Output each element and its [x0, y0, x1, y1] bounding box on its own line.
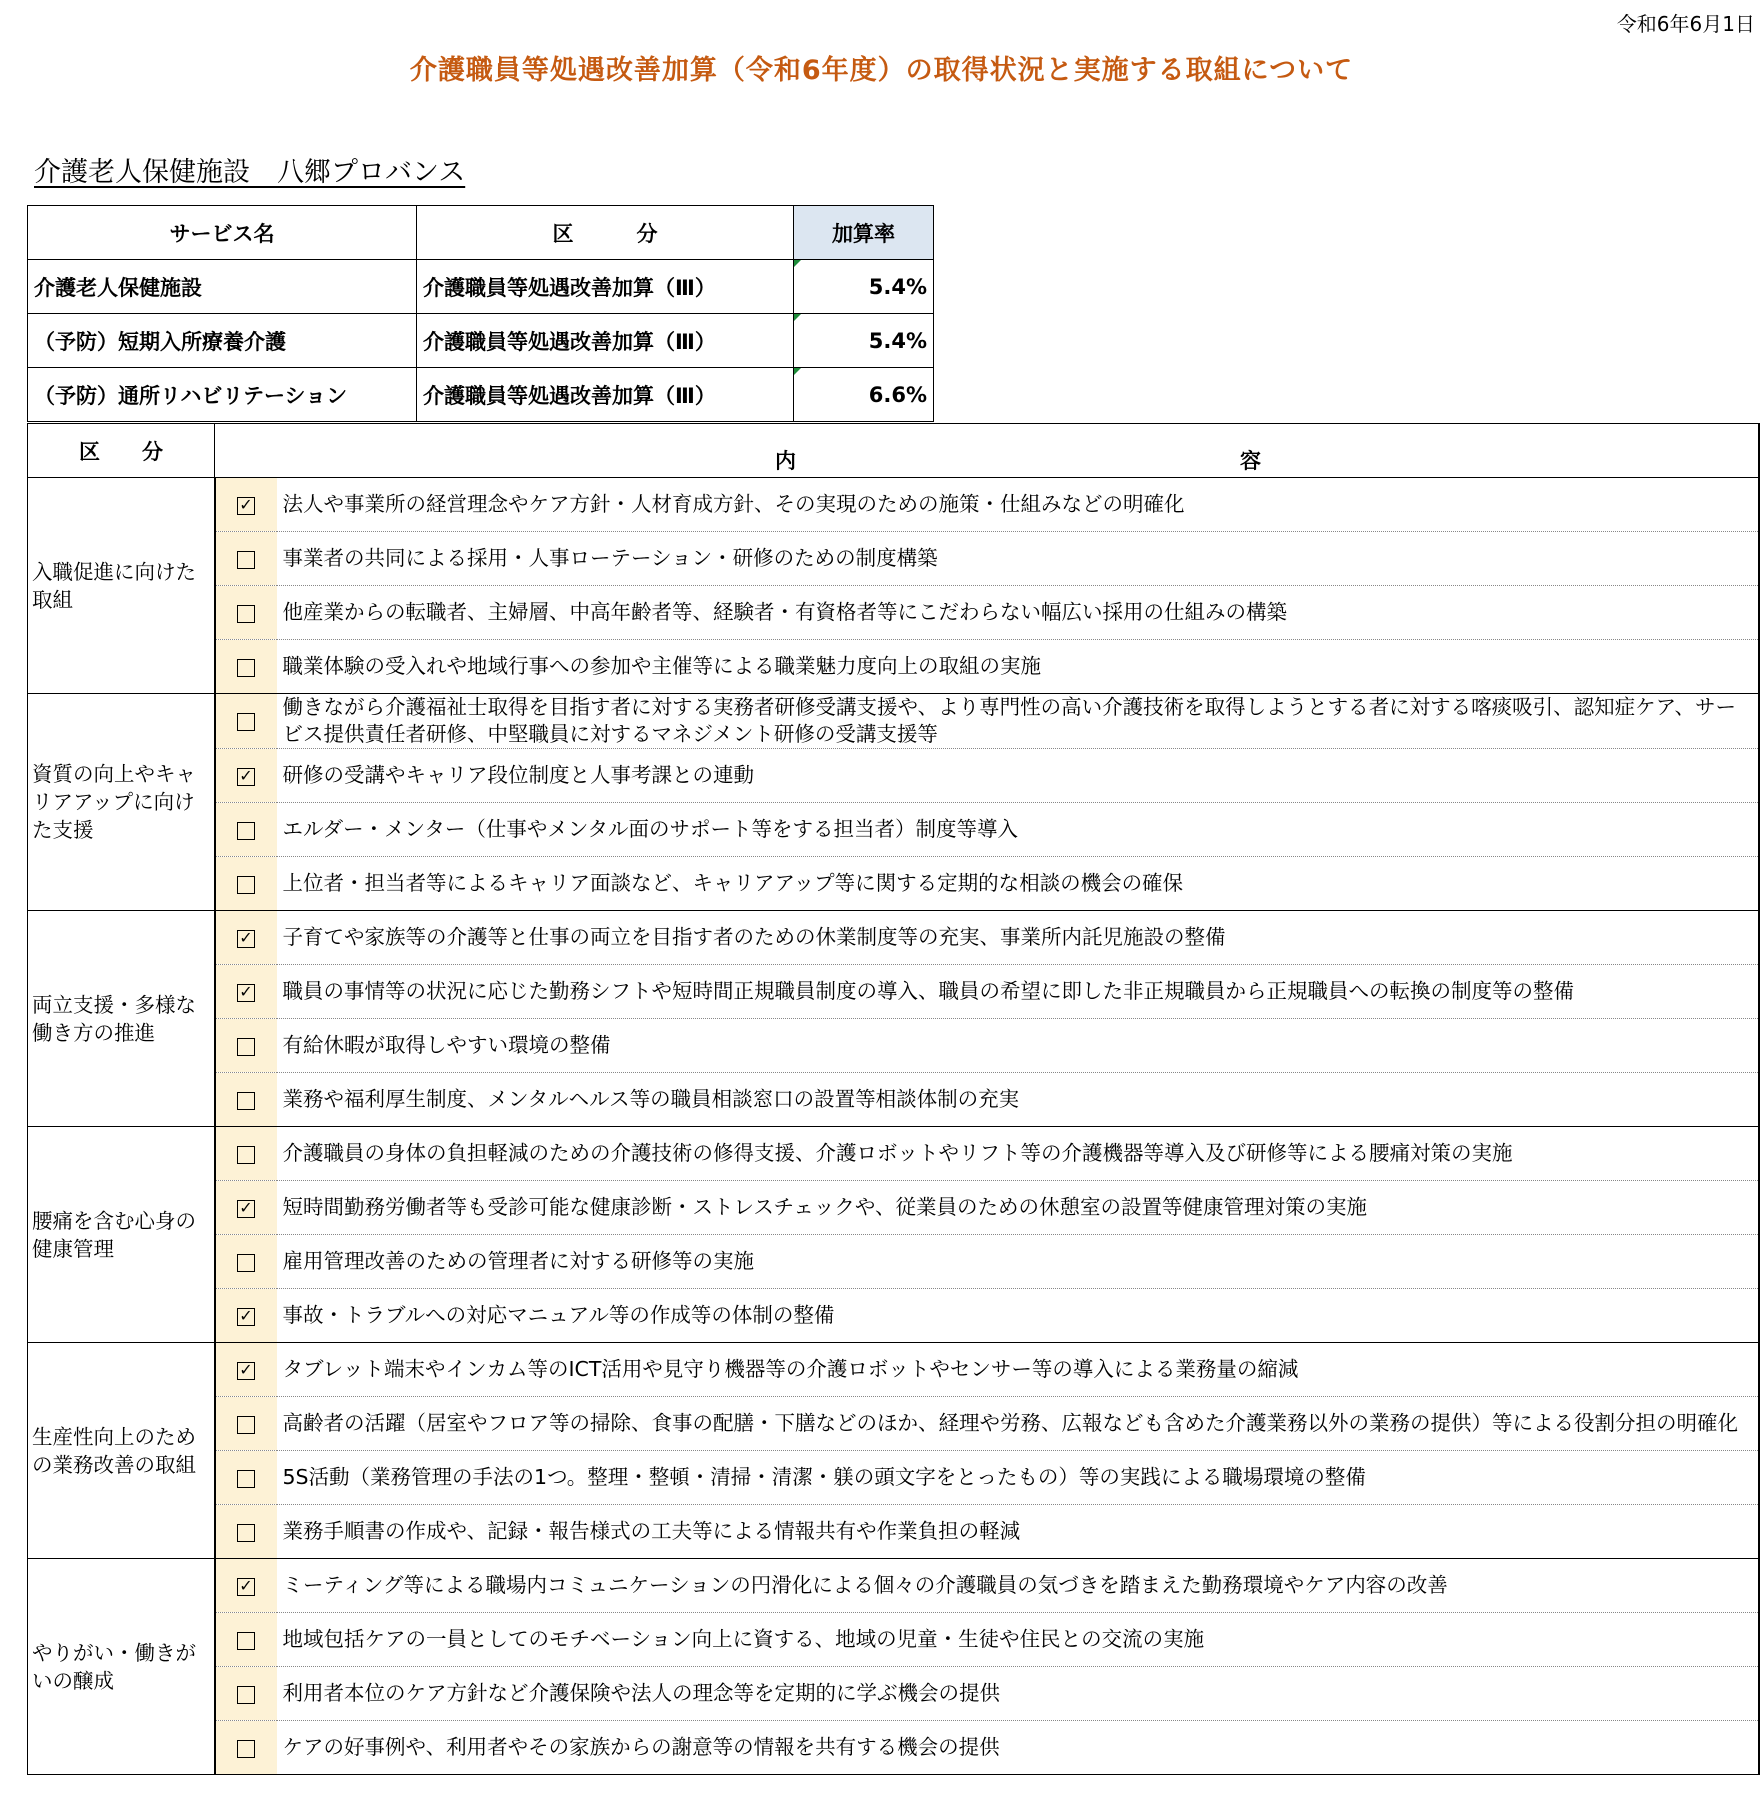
initiative-row: [28, 857, 1759, 911]
initiative-text: 有給休暇が取得しやすい環境の整備: [277, 1019, 1759, 1073]
header-content-a: 内: [775, 448, 796, 473]
initiative-text: 子育てや家族等の介護等と仕事の両立を目指す者のための休業制度等の充実、事業所内託児施設の整備: [277, 911, 1759, 965]
checkbox-cell: [215, 586, 277, 640]
initiative-row: [28, 1397, 1759, 1451]
initiative-text: 事業者の共同による採用・人事ローテーション・研修のための制度構築: [277, 532, 1759, 586]
header-content: [215, 424, 1759, 478]
initiative-row: [28, 1451, 1759, 1505]
initiative-row: [28, 1613, 1759, 1667]
rate-table-header: [28, 206, 934, 260]
unchecked-checkbox[interactable]: [237, 1470, 255, 1488]
initiatives-table: [27, 423, 1760, 1775]
header-service: サービス名: [28, 206, 417, 260]
unchecked-checkbox[interactable]: [237, 1254, 255, 1272]
checkbox-cell: [215, 1289, 277, 1343]
unchecked-checkbox[interactable]: [237, 1524, 255, 1542]
initiative-text: 上位者・担当者等によるキャリア面談など、キャリアアップ等に関する定期的な相談の機会の確保: [277, 857, 1759, 911]
initiative-row: [28, 1127, 1759, 1181]
checkbox-cell: [215, 1667, 277, 1721]
initiative-text: 職員の事情等の状況に応じた勤務シフトや短時間正規職員制度の導入、職員の希望に即した非正規職員から正規職員への転換の制度等の整備: [277, 965, 1759, 1019]
initiative-text: 働きながら介護福祉士取得を目指す者に対する実務者研修受講支援や、より専門性の高い介護技術を取得しようとする者に対する喀痰吸引、認知症ケア、サービス提供責任者研修、中堅職員に対するマネジメント研修の受講支援等: [277, 694, 1759, 749]
initiative-row: [28, 911, 1759, 965]
initiative-row: [28, 694, 1759, 749]
unchecked-checkbox[interactable]: [237, 605, 255, 623]
checkbox-cell: [215, 857, 277, 911]
checkbox-cell: [215, 1235, 277, 1289]
initiative-text: 法人や事業所の経営理念やケア方針・人材育成方針、その実現のための施策・仕組みなどの明確化: [277, 478, 1759, 532]
initiative-row: [28, 749, 1759, 803]
initiative-text: ケアの好事例や、利用者やその家族からの謝意等の情報を共有する機会の提供: [277, 1721, 1759, 1775]
checkbox-cell: [215, 1343, 277, 1397]
rate-row-service: 介護老人保健施設: [28, 260, 417, 314]
initiative-row: [28, 1289, 1759, 1343]
document-title: 介護職員等処遇改善加算（令和6年度）の取得状況と実施する取組について: [409, 55, 1354, 86]
initiative-row: [28, 586, 1759, 640]
section-category: 腰痛を含む心身の健康管理: [28, 1127, 215, 1343]
checkbox-cell: [215, 1019, 277, 1073]
initiative-text: 高齢者の活躍（居室やフロア等の掃除、食事の配膳・下膳などのほか、経理や労務、広報なども含めた介護業務以外の業務の提供）等による役割分担の明確化: [277, 1397, 1759, 1451]
checkbox-cell: [215, 911, 277, 965]
initiative-row: [28, 1343, 1759, 1397]
unchecked-checkbox[interactable]: [237, 1686, 255, 1704]
rate-row-category: 介護職員等処遇改善加算（Ⅲ）: [417, 260, 794, 314]
initiative-text: 介護職員の身体の負担軽減のための介護技術の修得支援、介護ロボットやリフト等の介護機器等導入及び研修等による腰痛対策の実施: [277, 1127, 1759, 1181]
rate-row-category: 介護職員等処遇改善加算（Ⅲ）: [417, 368, 794, 422]
initiative-row: [28, 1073, 1759, 1127]
initiative-row: [28, 1019, 1759, 1073]
initiative-row: [28, 803, 1759, 857]
initiative-row: [28, 1721, 1759, 1775]
checkbox-cell: [215, 1721, 277, 1775]
initiative-row: [28, 1559, 1759, 1613]
checkbox-cell: [215, 1181, 277, 1235]
initiative-text: 他産業からの転職者、主婦層、中高年齢者等、経験者・有資格者等にこだわらない幅広い採用の仕組みの構築: [277, 586, 1759, 640]
header-content-b: 容: [1240, 448, 1261, 473]
facility-name: 介護老人保健施設 八郷プロバンス: [34, 157, 466, 188]
section-category: やりがい・働きがいの醸成: [28, 1559, 215, 1775]
rate-row: [28, 368, 934, 422]
checkbox-cell: [215, 749, 277, 803]
unchecked-checkbox[interactable]: [237, 659, 255, 677]
unchecked-checkbox[interactable]: [237, 551, 255, 569]
header-category: 区 分: [28, 424, 215, 478]
initiative-row: [28, 1181, 1759, 1235]
checkbox-cell: [215, 1451, 277, 1505]
checkbox-cell: [215, 1127, 277, 1181]
unchecked-checkbox[interactable]: [237, 876, 255, 894]
checked-checkbox[interactable]: ✓: [237, 768, 255, 786]
initiative-row: [28, 1235, 1759, 1289]
unchecked-checkbox[interactable]: [237, 822, 255, 840]
initiative-text: 業務手順書の作成や、記録・報告様式の工夫等による情報共有や作業負担の軽減: [277, 1505, 1759, 1559]
unchecked-checkbox[interactable]: [237, 1416, 255, 1434]
initiative-text: 短時間勤務労働者等も受診可能な健康診断・ストレスチェックや、従業員のための休憩室の設置等健康管理対策の実施: [277, 1181, 1759, 1235]
unchecked-checkbox[interactable]: [237, 1146, 255, 1164]
header-category: 区 分: [417, 206, 794, 260]
checked-checkbox[interactable]: ✓: [237, 984, 255, 1002]
checked-checkbox[interactable]: ✓: [237, 1578, 255, 1596]
initiative-text: 業務や福利厚生制度、メンタルヘルス等の職員相談窓口の設置等相談体制の充実: [277, 1073, 1759, 1127]
checkbox-cell: [215, 1397, 277, 1451]
initiative-row: [28, 1505, 1759, 1559]
initiative-text: エルダー・メンター（仕事やメンタル面のサポート等をする担当者）制度等導入: [277, 803, 1759, 857]
initiative-text: 職業体験の受入れや地域行事への参加や主催等による職業魅力度向上の取組の実施: [277, 640, 1759, 694]
rate-row-service: （予防）通所リハビリテーション: [28, 368, 417, 422]
unchecked-checkbox[interactable]: [237, 713, 255, 731]
initiative-text: 雇用管理改善のための管理者に対する研修等の実施: [277, 1235, 1759, 1289]
section-category: 入職促進に向けた取組: [28, 478, 215, 694]
rate-row: [28, 314, 934, 368]
checkbox-cell: [215, 803, 277, 857]
checkbox-cell: [215, 1613, 277, 1667]
header-rate: 加算率: [794, 206, 934, 260]
unchecked-checkbox[interactable]: [237, 1092, 255, 1110]
initiative-row: [28, 1667, 1759, 1721]
initiative-text: 5S活動（業務管理の手法の1つ。整理・整頓・清掃・清潔・躾の頭文字をとったもの）等の実践による職場環境の整備: [277, 1451, 1759, 1505]
rate-row: [28, 260, 934, 314]
initiative-text: ミーティング等による職場内コミュニケーションの円滑化による個々の介護職員の気づきを踏まえた勤務環境やケア内容の改善: [277, 1559, 1759, 1613]
initiatives-header: [28, 424, 1759, 478]
checked-checkbox[interactable]: ✓: [237, 1200, 255, 1218]
checkbox-cell: [215, 478, 277, 532]
checkbox-cell: [215, 1505, 277, 1559]
initiative-row: [28, 965, 1759, 1019]
checked-checkbox[interactable]: ✓: [237, 1362, 255, 1380]
initiative-text: 事故・トラブルへの対応マニュアル等の作成等の体制の整備: [277, 1289, 1759, 1343]
initiative-text: 利用者本位のケア方針など介護保険や法人の理念等を定期的に学ぶ機会の提供: [277, 1667, 1759, 1721]
unchecked-checkbox[interactable]: [237, 1632, 255, 1650]
checked-checkbox[interactable]: ✓: [237, 497, 255, 515]
section-category: 両立支援・多様な働き方の推進: [28, 911, 215, 1127]
checked-checkbox[interactable]: ✓: [237, 930, 255, 948]
section-category: 生産性向上のための業務改善の取組: [28, 1343, 215, 1559]
initiative-text: タブレット端末やインカム等のICT活用や見守り機器等の介護ロボットやセンサー等の導入による業務量の縮減: [277, 1343, 1759, 1397]
checked-checkbox[interactable]: ✓: [237, 1308, 255, 1326]
checkbox-cell: [215, 640, 277, 694]
document-date: 令和6年6月1日: [1616, 12, 1755, 36]
rate-row-rate: 5.4%: [794, 314, 934, 368]
rate-row-category: 介護職員等処遇改善加算（Ⅲ）: [417, 314, 794, 368]
rate-row-rate: 6.6%: [794, 368, 934, 422]
initiative-text: 地域包括ケアの一員としてのモチベーション向上に資する、地域の児童・生徒や住民との交流の実施: [277, 1613, 1759, 1667]
rate-row-rate: 5.4%: [794, 260, 934, 314]
section-category: 資質の向上やキャリアアップに向けた支援: [28, 694, 215, 911]
rate-table: [27, 205, 934, 422]
checkbox-cell: [215, 532, 277, 586]
initiative-row: [28, 478, 1759, 532]
checkbox-cell: [215, 1559, 277, 1613]
initiative-text: 研修の受講やキャリア段位制度と人事考課との連動: [277, 749, 1759, 803]
rate-row-service: （予防）短期入所療養介護: [28, 314, 417, 368]
initiative-row: [28, 532, 1759, 586]
unchecked-checkbox[interactable]: [237, 1740, 255, 1758]
checkbox-cell: [215, 694, 277, 749]
initiative-row: [28, 640, 1759, 694]
unchecked-checkbox[interactable]: [237, 1038, 255, 1056]
checkbox-cell: [215, 965, 277, 1019]
checkbox-cell: [215, 1073, 277, 1127]
